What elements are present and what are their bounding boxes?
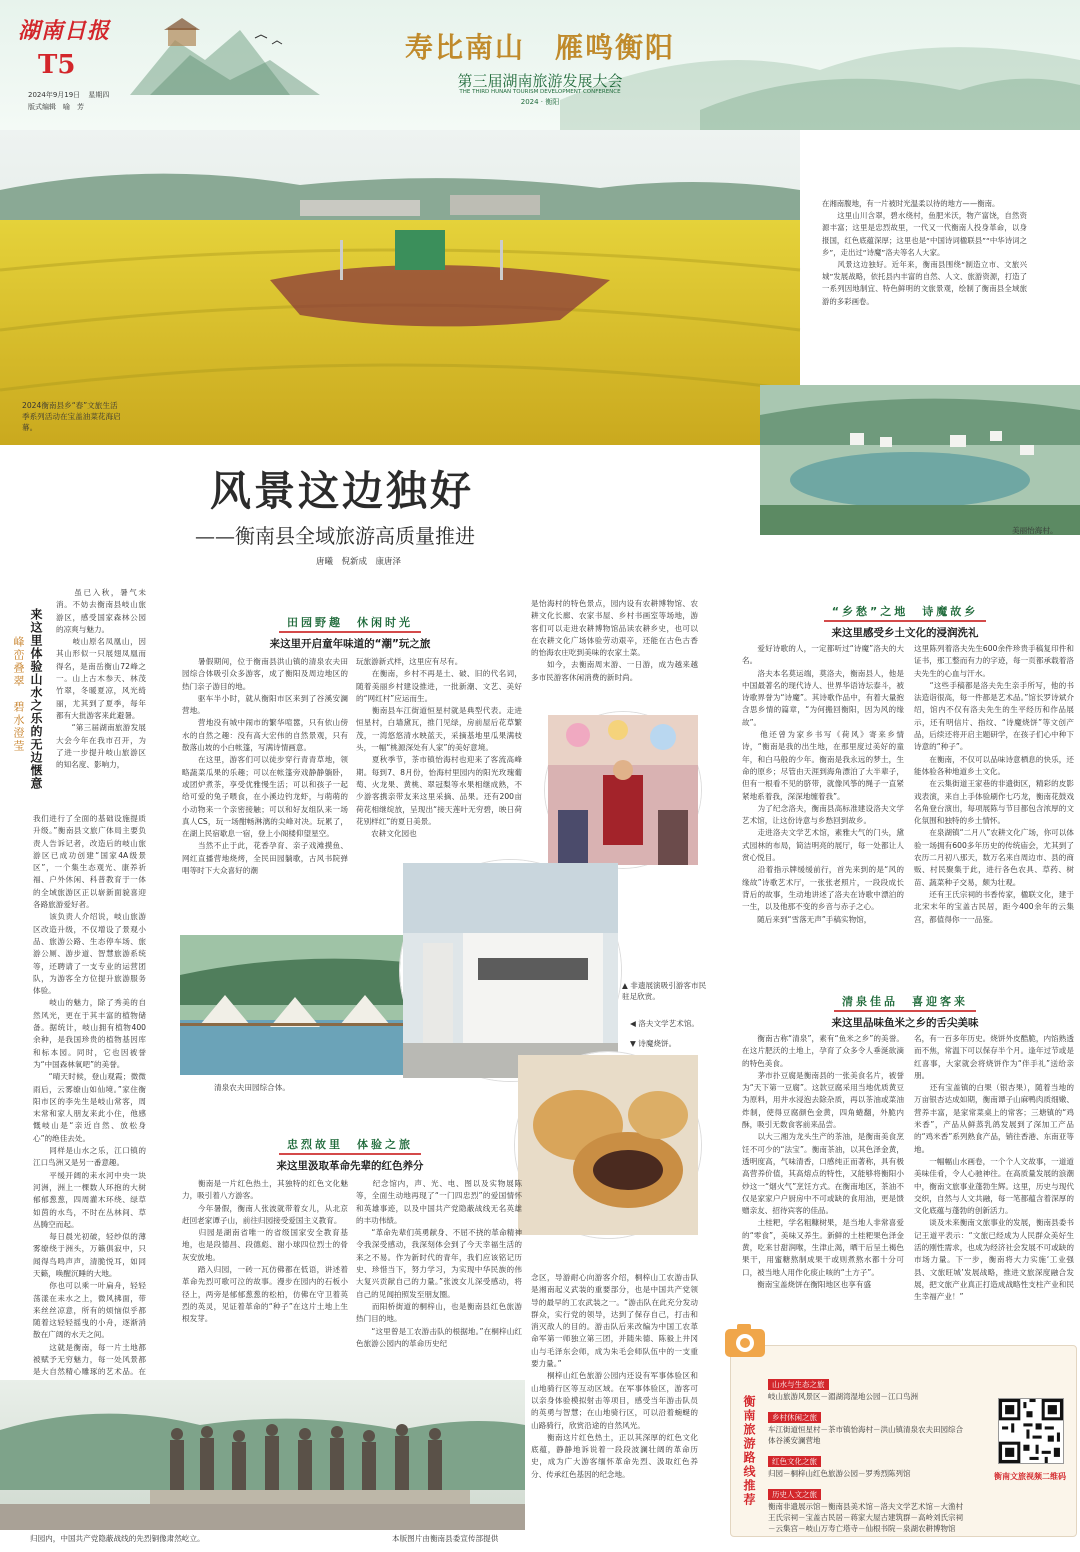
meishi-col1: 衡南古称“清泉”，素有“鱼米之乡”的美誉。在这片肥沃的土地上，孕育了众多令人垂涎欲滴的特色美食。 茅市扑豆腐是衡南县的一张美食名片，被誉为“天下第一豆腐”。这款豆腐采用当地优质黄豆为原料，用井水浸泡去除杂质，再以茶油或菜油炸制，使得豆腐颜色金黄，四角蜷翻，外脆内酥，吸引无数食客前来品尝。 以大三湘为龙头生产的茶油，是衡南美食烹饪不可少的“法宝”。衡南茶油，以其色泽金黄，透明度高，气味清香，口感纯正而著称，具有极高营养价值，其高熔点的特性，又能够将衡阳小炒这一“烟火气”烹饪方式。在衡南地区，茶油不仅是家家户户厨房中不可或缺的食用油，更是馈赠亲友、招待宾客的佳品。 土桂粑，学名粗糠树果，是当地人非常喜爱的“零食”，美味又养生。新鲜的土桂粑果色泽金黄，吃来甘甜润喉，生津止渴，晒干后呈土褐色果干，用蜜糖熬制成果干或则煮熬水都十分可口，被当地人用作化痰止咳的“土方子”。 衡南宝盖烧饼在衡阳地区也享有盛: [742, 1034, 904, 1289]
hongse-col1: 衡南是一片红色热土，其独特的红色文化魅力，吸引着八方游客。 今年暑假，衡南人张波就带着女儿，从北京赶回老家谭子山，前往归园接受爱国主义教育。 归园是湖南省唯一的省级国家安全教育基地，也是段德昌、段德彪、谢小球四位烈士的骨灰安放地。 踏入归园，一砖一瓦仿佛都在低语，讲述着革命先烈可歌可泣的故事。漫步在园内的石板小径上，两旁是郁郁葱葱的松柏，仿佛在守卫着英烈的英灵，见证着革命的“种子”在这片土地上生根发芽。: [182, 1179, 348, 1324]
route-text: 车江街道恒星村－茶市镇怡海村－洪山镇清泉农夫田园综合体谷溪安澜营地: [768, 1425, 963, 1445]
photo-poet-biscuit: [515, 1052, 701, 1238]
route-item: [768, 1372, 968, 1402]
main-subtitle: ——衡南县全域旅游高质量推进: [195, 524, 475, 548]
section-xiangchou-header: [740, 600, 1070, 640]
caption-statues: 归园内，中国共产党隐蔽战线的先烈铜像肃然屹立。: [30, 1534, 205, 1543]
hongse-col2: 纪念馆内，声、光、电、图以及实物展陈等，全面生动地再现了“一门四忠烈”的爱国情怀和英雄事迹，以及中国共产党隐蔽战线无名英雄的丰功伟绩。 “革命先辈们英勇献身、不屈不挠的革命精神令我深受感动，我深刻体会到了今天幸福生活的来之不易。作为新时代的青年，我们应该铭记历史、珍惜当下，努力学习，为实现中华民族的伟大复兴贡献自己的力量。”张波女儿深受感动，将自己的见闻拍照发至朋友圈。 而阳桥街道的桐梓山，也是衡南县红色旅游热门目的地。 “这里曾是工农游击队的根据地。”在桐梓山红色旅游公园内的革命历史纪: [356, 1179, 522, 1348]
tianyuan-col1: 暑假期间，位于衡南县洪山镇的清泉农夫田园综合体吸引众多游客，成了衡阳及周边地区的热门亲子游目的地。 驱车半小时，就从衡阳市区来到了谷溪安澜营地。 营地没有城中闹市的繁华喧嚣，只有依山傍水的自然之趣：没有高大宏伟的自然景观，只有散落山坡的小白帐篷，写满诗情画意。 在这里，游客们可以徒步穿行青青草地，领略蔬菜瓜果的乐趣；可以在帐篷旁戏静静躺卧，或团炉煮茶，享受优雅慢生活；可以和孩子一起给可爱的兔子喂食，在小溪边钓龙虾，与萌萌的小动物来一个亲密接触；可以和好友组队来一场真人CS，玩一场酣畅淋漓的尖峰对决。玩累了，在湖上民宿歇息一宿，登上小阁楼仰望星空。 当然不止于此，花香孕育、亲子戏滩摸鱼、网红直播营地烧烤，全民田园躺歌，古风书院弹唱等时下大众喜好的潮: [182, 657, 348, 876]
page-number: T5: [38, 50, 76, 80]
issue-date: 2024年9月19日: [28, 91, 81, 99]
photo-martyr-statues: [0, 1380, 525, 1530]
section-hongse-tag: 忠烈故里 体验之旅: [279, 1135, 421, 1155]
route-label: 红色文化之旅: [768, 1456, 821, 1467]
route-text: 衡南非遗展示馆－衡南县美术馆－洛夫文学艺术馆－大渔村王氏宗祠－宝盖古民居－蒋家大屋古建筑群－高岭刘氏宗祠－云集宫－岐山万寿亡塔寺－仙根书院－泉湖农耕博物馆: [768, 1502, 963, 1533]
photo-luofu-museum: [400, 860, 621, 1081]
caption-biscuit: ▼ 诗魔烧饼。: [630, 1039, 677, 1048]
issue-weekday: 星期四: [88, 91, 110, 99]
byline: 唐曦 倪新成 康唐泽: [316, 557, 402, 567]
route-vertical-title: 衡南旅游路线推荐: [742, 1395, 756, 1507]
photo-credit: 本版图片由衡南县委宣传部提供: [392, 1534, 499, 1543]
section-meishi-header: [740, 990, 1070, 1030]
xiangchou-col1: 爱好诗歌的人，一定都听过“诗魔”洛夫的大名。 洛夫本名莫运端，莫洛夫，衡南县人，他是中国最著名的现代诗人、世界华语诗坛泰斗，被诗歌界誉为“诗魔”。其诗歌作品中，有着大量抱含思乡情的篇章，“为何搬回衡阳，因为风的缘故”。 他还曾为家乡书写《荷风》寄来乡情诗，“衡南是我的出生地，在那里度过美好的童年，和白马般的少年。衡南是我永远的梦土，生命的原乡；尽管由天涯到海角漂泊了大半辈子，但有一根看不见的脐带，就像风筝的绳子一直紧紧地系着我，深深地缠着我”。 为了纪念洛夫，衡南县高标准建设洛夫文学艺术馆，让这份诗意与乡愁回到故乡。 走进洛夫文学艺术馆，素雅大气的门头，黛式园林的布局，简洁明亮的展厅，每一处都让人赏心悦目。 沿着指示牌缓缓前行，首先来到的是“风的缘故”诗歌艺术厅，一张张老照片，一段段成长背后的故事，生动地讲述了洛夫在诗歌中漂泊的一生，以及他那不变的乡音与赤子之心。 随后来到“雪落无声”手稿实物馆，: [742, 644, 904, 924]
caption-farm: 清泉农夫田园综合体。: [214, 1083, 290, 1092]
section-hongse-title: 来这里汲取革命先辈的红色养分: [276, 1160, 424, 1172]
photo-yihai-village: [760, 385, 1080, 535]
camera-icon: [722, 1320, 768, 1364]
conference-place: 2024 · 衡阳: [520, 98, 560, 106]
xiangchou-col2: 这里陈列着洛夫先生600余件珍贵手稿复印件和证书，那工整而有力的字迹，每一页都承载着洛夫先生的心血与汗水。 “这些手稿都是洛夫先生亲手所写，他的书法造诣很高，每一件都是艺术品。”馆长罗诗斌介绍，馆内不仅有洛夫先生的生平经历和作品展示，还有明信片、指纹、“诗魔烧饼”等文创产品，后续还将开启主题研学，在孩子们心中种下诗意的“种子”。 在衡南，不仅可以品味诗意栖息的快乐，还能体验各种地道乡土文化。 在云集街道王家巷的非遗街区，精彩的皮影戏表演，来自上手体验刷作七巧龙，衡南花鼓戏名角登台演出，每项展陈与节目都包含浓厚的文化氛围和独特的乡土情怀。 在泉湖镇“二月八”农耕文化广场，你可以体验一场拥有600多年历史的传统庙会，尤其到了农历二月初八那天，数万名来自周边市、县的商贩、村民聚集于此，进行各色农具、草药、树苗、蔬菜种子交易，颇为壮观。 还有王氏宗祠的书香传家，楹联文化，建于北宋末年的宝盖古民居，距今400余年的云集宫，都值得你一一品鉴。: [914, 644, 1074, 924]
caption-luo-hall: ◀ 洛夫文学艺术馆。: [630, 1019, 700, 1028]
qr-label: 衡南文旅视频二维码: [994, 1472, 1066, 1481]
route-item: [768, 1405, 968, 1446]
conference-title-en: THE THIRD HUNAN TOURISM DEVELOPMENT CONFERENCE: [459, 89, 621, 95]
route-label: 历史人文之旅: [768, 1489, 821, 1500]
masthead-date-line: [28, 90, 109, 100]
tianyuan-col3: 是怡海村的特色景点，园内设有农耕博物馆、农耕文化长廊、农家书屋、乡村书画室等场地，游客们可以走进农耕博物馆品读农耕乡史，也可以在农耕文化广场体验劳动艰辛，还能在古色古香的怡海农庄吃到美味的农家土菜。 如今，去衡南周末游、一日游，成为越来越多市民游客休闲消费的新时尚。: [531, 599, 698, 682]
editor-line: 版式编辑 喻 芳: [28, 103, 84, 111]
tianyuan-col2: 玩旅游新式样，这里应有尽有。 在衡南，乡村不再是土、破、旧的代名词，随着美丽乡村建设推进，一批新潮、文艺、美好的“网红村”应运而生。 衡南县车江街道恒星村就是典型代表。走进恒星村，白墙黛瓦，推门见绿，房前屋后花草繁茂，一湾悠悠清水映蓝天，采摘基地里瓜果满枝头，一幅“桃源深处有人家”的美好意境。 夏秋季节，茶市镇怡海村也迎来了客流高峰期。每到7、8月份，怡海村里园内的阳光玫瑰葡萄、火龙果、黄桃、翠冠梨等水果相继成熟，不少游客携亲带友来这里采摘、品果。还有200亩荷花相继绽放，呈现出“接天莲叶无穷碧，映日荷花别样红”的夏日美景。 农耕文化园也: [356, 657, 522, 839]
section-meishi-title: 来这里品味鱼米之乡的舌尖美味: [831, 1017, 979, 1029]
section-tianyuan-tag: 田园野趣 休闲时光: [279, 613, 421, 633]
route-list: [768, 1372, 968, 1534]
left-vertical-tag: 峰峦叠翠 碧水澄莹: [12, 636, 25, 753]
left-text-wide: 我们进行了全面的基础设施提质升级。”衡南县文旅广体局主要负责人告诉记者，改造后的岐山旅游区已成功创建“国家4A级景区”，一个集生态观光、康养祈福、户外休闲、科普教育于一体的全域旅游区正以崭新面貌喜迎各路旅游爱好者。 该负责人介绍说，岐山旅游区改造升级，不仅增设了景观小品、旅游公路、生态停车场、旅游公厕、游步道、智慧旅游系统等，还聘请了一支专业的运营团队，为游客全方位提升旅游服务体验。 岐山的魅力，除了秀美的自然风光，更在于其丰富的植物储备。据统计，岐山拥有植物400余种，是我国珍贵的植物基因库和标本园。同时，它也因被誉为“中国森林氧吧”的美誉。 “晴天时候，登山观霞；微微雨后，云雾缭山如仙境。”家住衡阳市区的李先生是岐山常客，周末常和家人朋友来此小住，他感慨岐山是“亲近自然、放松身心”的绝佳去处。 同样是山水之乐，江口镇的江口鸟洲又是另一番意趣。 平缓开阔的耒水河中央一块河洲，洲上一棵数人环抱的大树郁郁葱葱，四周灌木环绕、绿草如茵的水鸟，不时在丛林间、草丛腾空而起。 每日晨光初破，轻纱似的薄雾缭绕于洲头，万籁俱寂中，只闻得鸟鸣声声，清脆悦耳，如同天籁，唤醒沉睡的大地。 你也可以乘一叶扁舟，轻轻荡漾在耒水之上，微风拂面，带来丝丝凉意，所有的烦恼似乎都随着这轻轻摇曳的小舟，逐渐消散在广阔的水天之间。 这就是衡南，每一片土地都被赋予无穷魅力，每一处风景都是大自然精心雕琢的艺术品。在: [33, 814, 146, 1377]
section-xiangchou-title: 来这里感受乡土文化的浸润洗礼: [831, 627, 979, 639]
left-text-narrow: 虽已入秋，暑气未消。不妨去衡南县岐山旅游区，感受国家森林公园的凉爽与魅力。 岐山原名凤凰山，因其山形似一只展翅凤凰而得名，是南岳衡山72峰之一。山上古木参天、林茂竹翠，冬暖夏凉，风光绮丽，尤其到了夏季，每年都有大批游客来此避暑。 “第三届湖南旅游发展大会今年在我市召开，为了进一步提升岐山旅游区的知名度、影响力，: [56, 588, 146, 770]
section-hongse-header: [180, 1133, 520, 1173]
section-tianyuan-header: [180, 611, 520, 651]
conference-title: 第三届湖南旅游发展大会: [457, 72, 623, 90]
route-item: [768, 1482, 968, 1534]
route-label: 山水与生态之旅: [768, 1379, 829, 1390]
hero-photo-canola-festival: [0, 130, 800, 445]
caption-village: 美丽怡海村。: [1012, 526, 1058, 535]
caption-lit-museum: ▲ 非遗展演吸引游客市民驻足欣赏。: [622, 981, 707, 1001]
section-meishi-tag: 清泉佳品 喜迎客来: [834, 992, 976, 1012]
route-item: [768, 1449, 968, 1479]
paper-name: 湖南日报: [18, 18, 111, 44]
hongse-col3: 念区，导游耐心向游客介绍，桐梓山工农游击队是湘南起义武装的重要部分，也是中国共产党领导的最早的工农武装之一。“游击队在此充分发动群众，实行党的领导，达到了保存自己，打击和消灭敌人的目的。游击队后来改编为中国工农革命军第一师独立第三团，并随朱德、陈毅上井冈山与毛泽东会师，成为朱毛会师队伍中的一支重要力量。” 桐梓山红色旅游公园内还设有军事体验区和山地骑行区等互动区域。在军事体验区，游客可以亲身体验模拟射击等项目，感受当年游击队员的英勇与智慧；在山地骑行区，可以沿着蜿蜒的山路骑行，欣赏沿途的自然风光。 衡南这片红色热土，正以其深厚的红色文化底蕴，静静地诉说着一段段波澜壮阔的革命历史，成为广大游客缅怀革命先烈、汲取红色养分、传承红色基因的纪念地。: [531, 1273, 698, 1479]
section-xiangchou-tag: “乡愁”之地 诗魔故乡: [824, 602, 986, 622]
section-tianyuan-title: 来这里开启童年味道的“潮”玩之旅: [269, 638, 431, 650]
left-vertical-title: 来这里体验山水之乐的无边惬意: [29, 608, 43, 790]
route-label: 乡村休闲之旅: [768, 1412, 821, 1423]
caption-festival: 2024衡南县乡“春”文旅生活季系列活动在宝盖油菜花海启幕。: [22, 401, 121, 432]
route-text: 岐山旅游风景区－湄湖湾湿地公园－江口鸟洲: [768, 1392, 918, 1401]
banner-slogan: 寿比南山 雁鸣衡阳: [404, 31, 675, 64]
meishi-col2: 名，有一百多年历史。烧饼外皮酷脆，内馅熟透而不焦，常温下可以保存半个月。逢年过节或是红喜事，大家就会将烧饼作为“伴手礼”送给亲朋。 还有宝盖镇的白果（银杏果），随着当地的万亩银杏达成如期，衡南谭子山麻鸭肉质细嫩、营养丰富，是家常菜桌上的常客；三塘镇的“鸡米香”，产品从鲜蒸乳鸽发展到了深加工产品的“鸡米香”系列熟食产品，销往香港、东南亚等地。 一幅幅山水画卷，一个个人文故事，一道道美味佳肴，令人心驰神往。在高质量发展的浪潮中，衡南文旅事业蓬勃生辉。这里，历史与现代交织，自然与人文共融，每一笔都蕴含着深厚的文化底蕴与蓬勃的创新活力。 谈及未来衡南文旅事业的发展，衡南县委书记王道平表示：“文旅已经成为人民群众美好生活的刚性需求，也成为经济社会发展不可或缺的市场力量。下一步，衡南将大力实施‘工业强县、文旅旺城’发展战略，推进文旅深度融合发展，把文旅产业真正打造成战略性支柱产业和民生幸福产业！”: [914, 1034, 1074, 1302]
route-text: 归园－桐梓山红色旅游公园－罗秀烈陈列馆: [768, 1469, 911, 1478]
intro-text: 在湘南腹地，有一片被时光温柔以待的地方——衡南。 这里山川含翠，碧水绕村，鱼肥米沃，物产富饶，自然资源丰富；这里是忠烈故里，一代又一代衡南人投身革命，以身报国，红色底蕴深厚；这里也是“中国诗词楹联县”“中华诗词之乡”，走出过“诗魔”洛夫等名人大家。 风景这边独好。近年来，衡南县围绕“制造立市、文旅兴城”发展战略，依托县内丰富的自然、人文、旅游资源，打造了一系列因地制宜、特色鲜明的文旅景观，绘制了衡南县全域旅游的多彩画卷。: [822, 199, 1027, 306]
photo-performance: [545, 712, 701, 868]
main-headline: 风景这边独好: [210, 467, 474, 515]
qr-code[interactable]: [998, 1398, 1064, 1464]
